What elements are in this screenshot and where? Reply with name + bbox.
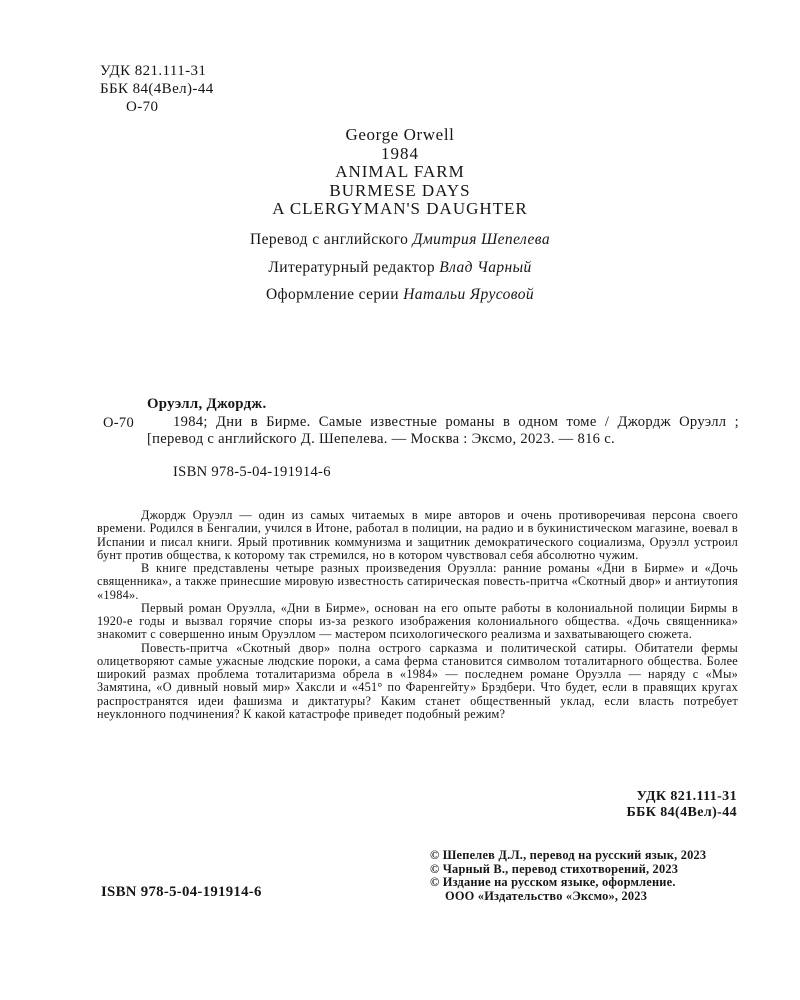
credit-editor — [0, 259, 800, 277]
bbk-code: ББК 84(4Вел)-44 — [100, 81, 214, 97]
isbn-bottom: ISBN 978-5-04-191914-6 — [101, 884, 262, 900]
annotation-paragraph: Первый роман Оруэлла, «Дни в Бирме», основан на его опыте работы в колониальной полиции Бирмы в 1920-е годы и вызвал горячие споры из-за резкого изображения колониального общества. «Дочь священника» знакомит с совершенно иным Оруэллом — мастером психологического реализма и захватывающего сюжета. — [97, 600, 738, 642]
bbk-code-bottom: ББК 84(4Вел)-44 — [626, 804, 737, 820]
book-author: George Orwell — [345, 125, 455, 144]
catalog-entry — [100, 396, 740, 481]
credit-series-design — [0, 286, 800, 304]
udk-code: УДК 821.111-31 — [100, 63, 207, 79]
copyright-publisher-line: ООО «Издательство «Эксмо», 2023 — [445, 888, 648, 903]
work-title: A CLERGYMAN'S DAUGHTER — [272, 199, 528, 218]
annotation-paragraph: Джордж Оруэлл — один из самых читаемых в мире авторов и очень противоречивая персона своего времени. Родился в Бенгалии, учился в Итоне, работал в полиции, на радио и в букинистическом магазине, воевал в Испании и писал книги. Ярый противник коммунизма и защитник демократического социализма, Оруэлл устроил бунт против общества, к которому так стремился, но в котором чувствовал себя абсолютно чужим. — [97, 508, 738, 562]
catalog-author: Оруэлл, Джордж. — [147, 396, 267, 412]
credit-translation — [0, 231, 800, 249]
work-title: BURMESE DAYS — [329, 180, 471, 200]
credits-block — [0, 231, 800, 314]
annotation-paragraph: В книге представлены четыре разных произведения Оруэлла: ранние романы «Дни в Бирме» и «Дочь священника», а также принесшие мировую известность сатирическая повесть-притча «Скотный двор» и антиутопия «1984». — [97, 561, 738, 602]
credit-name: Дмитрия Шепелева — [412, 231, 550, 248]
work-title: ANIMAL FARM — [335, 162, 465, 181]
copyright-line: © Издание на русском языке, оформление. — [430, 875, 676, 890]
catalog-author-code: О-70 — [103, 415, 134, 431]
credit-role: Оформление серии — [265, 286, 399, 303]
title-block — [0, 126, 800, 219]
copyright-block — [430, 849, 706, 903]
work-title: 1984 — [381, 143, 419, 163]
catalog-isbn: ISBN 978-5-04-191914-6 — [173, 464, 331, 480]
author-sign-code: О-70 — [126, 99, 159, 115]
annotation-paragraph: Повесть-притча «Скотный двор» полна острого сарказма и политической сатиры. Обитатели фермы олицетворяют самые ужасные людские пороки, а сама ферма становится символом тоталитарного общества. Более широкий размах проблема тоталитаризма обрела в «1984» — последнем романе Оруэлла — наряду с «Мы» Замятина, «О дивный новый мир» Хаксли и «451° по Фаренгейту» Брэдбери. Что будет, если в правящих кругах распространятся идеи фашизма и диктатуры? Каким станет общественный уклад, если власть потребует неуклонного подчинения? К какой катастрофе приведет подобный режим? — [97, 640, 738, 721]
copyright-line: © Чарный В., перевод стихотворений, 2023 — [430, 861, 679, 876]
credit-role: Перевод с английского — [250, 231, 409, 248]
credit-name: Натальи Ярусовой — [403, 286, 535, 303]
udk-code-bottom: УДК 821.111-31 — [636, 789, 737, 804]
annotation-block — [97, 509, 738, 721]
top-catalog-codes — [100, 62, 214, 116]
catalog-description: 1984; Дни в Бирме. Самые известные романы в одном томе / Джордж Оруэлл ; [перевод с английского Д. Шепелева. — Москва : Эксмо, 2023. — 816 с. — [147, 414, 739, 447]
copyright-line: © Шепелев Д.Л., перевод на русский язык, 2023 — [430, 848, 707, 862]
bottom-catalog-codes — [626, 789, 737, 820]
credit-role: Литературный редактор — [268, 258, 435, 276]
credit-name: Влад Чарный — [439, 258, 532, 276]
